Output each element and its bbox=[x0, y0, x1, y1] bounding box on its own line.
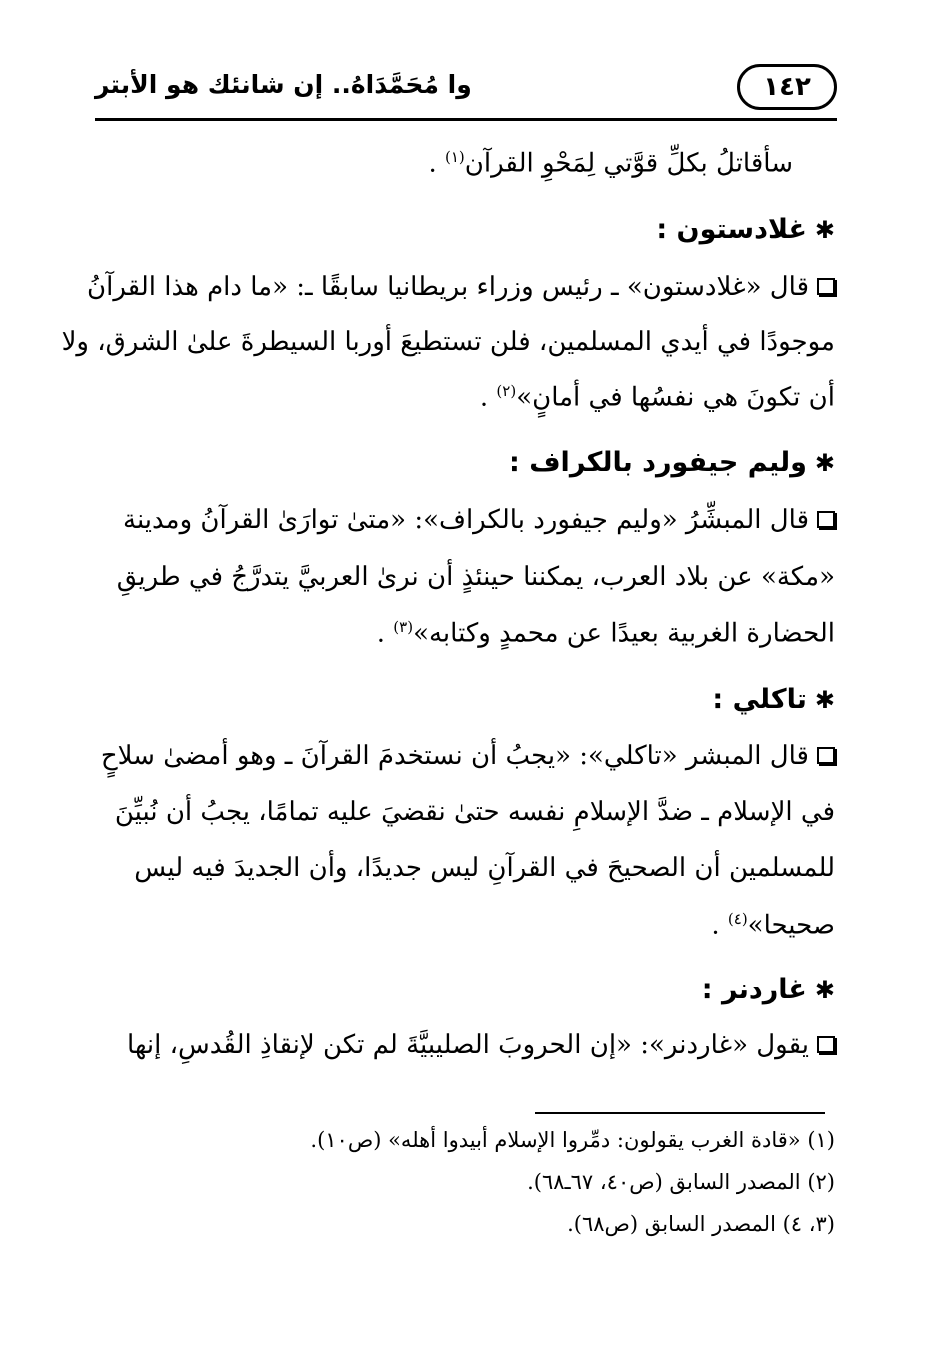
footnote-ref-4: (٤) bbox=[727, 910, 748, 928]
asterisk-icon: ✱ bbox=[814, 686, 835, 714]
footnote-3: (٣، ٤) المصدر السابق (ص٦٨). bbox=[567, 1212, 835, 1236]
section-heading-takley bbox=[712, 684, 835, 715]
paragraph-2-line-1 bbox=[123, 505, 835, 535]
footnote-2: (٢) المصدر السابق (ص٤٠، ٦٧ـ٦٨). bbox=[527, 1170, 835, 1194]
paragraph-4-line-1-text: يقول «غاردنر»: «إن الحروبَ الصليبيَّةَ لم تكن لإنقاذِ القُدسِ، إنها bbox=[127, 1030, 809, 1060]
text-line-1-content: سأقاتلُ بكلِّ قوَّتي لِمَحْوِ القرآن bbox=[464, 148, 793, 179]
footnote-ref-1: (١) bbox=[444, 148, 465, 166]
asterisk-icon: ✱ bbox=[814, 216, 835, 244]
asterisk-icon: ✱ bbox=[814, 976, 835, 1004]
footnote-rule bbox=[535, 1112, 825, 1114]
paragraph-3-line-4 bbox=[711, 910, 835, 941]
heading-label: غلادستون : bbox=[656, 214, 807, 245]
paragraph-1-line-1-text: قال «غلادستون» ـ رئيس وزراء بريطانيا سابقًا ـ: «ما دام هذا القرآنُ bbox=[87, 272, 809, 302]
paragraph-1-line-1 bbox=[87, 272, 835, 302]
header-rule bbox=[95, 118, 837, 121]
heading-label: وليم جيفورد بالكراف : bbox=[509, 447, 807, 478]
quote-box-icon bbox=[817, 511, 835, 528]
paragraph-1-line-2: موجودًا في أيدي المسلمين، فلن تستطيعَ أوربا السيطرةَ علىٰ الشرق، ولا bbox=[61, 327, 835, 357]
paragraph-3-line-3: للمسلمين أن الصحيحَ في القرآنِ ليس جديدًا، وأن الجديدَ فيه ليس bbox=[134, 853, 835, 883]
text-line-1-end: . bbox=[428, 148, 445, 179]
heading-label: غاردنر : bbox=[701, 974, 807, 1005]
page-header bbox=[95, 60, 837, 120]
paragraph-3-line-1 bbox=[101, 741, 835, 771]
paragraph-3-line-4-text: صحيحا» bbox=[747, 910, 835, 941]
paragraph-1-line-3 bbox=[480, 382, 835, 413]
quote-box-icon bbox=[817, 278, 835, 295]
paragraph-2-line-3 bbox=[377, 618, 835, 649]
asterisk-icon: ✱ bbox=[814, 449, 835, 477]
quote-box-icon bbox=[817, 1036, 835, 1053]
section-heading-gardner bbox=[702, 974, 835, 1005]
paragraph-3-line-1-text: قال المبشر «تاكلي»: «يجبُ أن نستخدمَ القرآنَ ـ وهو أمضىٰ سلاحٍ bbox=[100, 741, 809, 771]
paragraph-2-line-2: «مكة» عن بلاد العرب، يمكننا حينئذٍ أن نرىٰ العربيَّ يتدرَّجُ في طريقِ bbox=[116, 562, 835, 592]
paragraph-3-line-4-end: . bbox=[711, 910, 728, 941]
paragraph-1-line-3-text: أن تكونَ هي نفسُها في أمانٍ» bbox=[516, 382, 835, 413]
paragraph-4-line-1 bbox=[127, 1030, 835, 1060]
footnote-1: (١) «قادة الغرب يقولون: دمِّروا الإسلام أبيدوا أهله» (ص١٠). bbox=[310, 1128, 835, 1152]
running-title: وا مُحَمَّدَاهُ.. إن شانئك هو الأبتر bbox=[95, 70, 472, 99]
section-heading-palgrave bbox=[509, 447, 835, 478]
page-number: ١٤٢ bbox=[737, 64, 837, 110]
paragraph-2-line-3-text: الحضارة الغربية بعيدًا عن محمدٍ وكتابه» bbox=[413, 618, 835, 649]
paragraph-2-line-3-end: . bbox=[376, 618, 394, 649]
paragraph-1-line-3-end: . bbox=[479, 382, 497, 413]
footnote-ref-3: (٣) bbox=[393, 618, 414, 636]
quote-box-icon bbox=[817, 747, 835, 764]
paragraph-3-line-2: في الإسلام ـ ضدَّ الإسلامِ نفسه حتىٰ نقضيَ عليه تمامًا، يجبُ أن نُبيِّنَ bbox=[114, 797, 835, 827]
text-line-1 bbox=[428, 148, 793, 179]
heading-label: تاكلي : bbox=[712, 684, 807, 715]
footnote-ref-2: (٢) bbox=[496, 382, 517, 400]
section-heading-gladstone bbox=[656, 214, 835, 245]
paragraph-2-line-1-text: قال المبشِّرُ «وليم جيفورد بالكراف»: «متىٰ توارَىٰ القرآنُ ومدينة bbox=[123, 505, 809, 535]
